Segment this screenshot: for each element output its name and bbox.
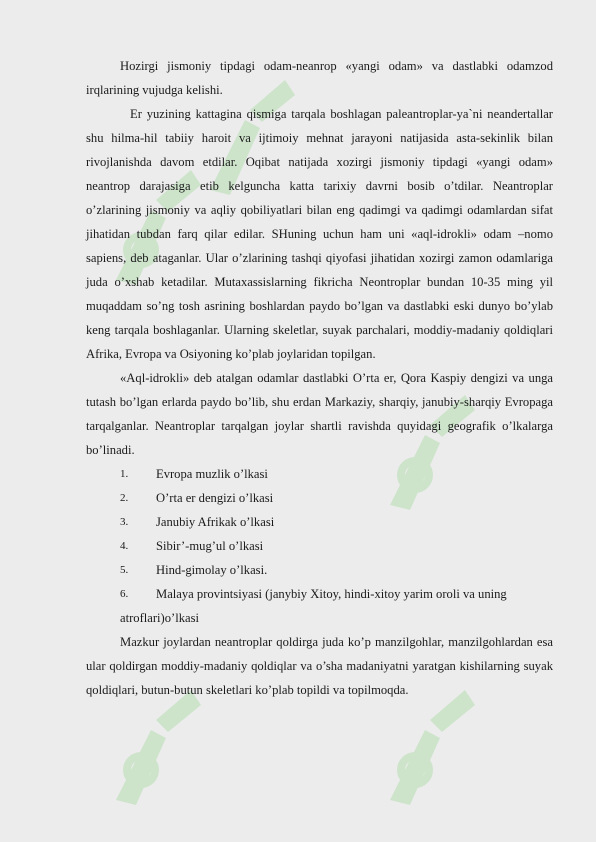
section-heading-paragraph: Hozirgi jismoniy tipdagi odam-neanrop «yangi odam» va dastlabki odamzod irqlarining vujudga kelishi. [86, 59, 553, 97]
body-paragraph: Er yuzining kattagina qismiga tarqala boshlagan paleantroplar-ya`ni neandertallar shu hilma-hil tabiiy haroit va ijtimoiy mehnat jarayoni natijasida asta-sekinlik bilan rivojlanishda davom etdilar. Oqibat natijada xozirgi jismoniy tipdagi «yangi odam» neantrop darajasiga etib kelguncha katta tarixiy davrni bosib o’tdilar. Neantroplar o’zlarining jismoniy va aqliy qobiliyatlari bilan eng qadimgi va qadimgi odamlardan sifat jihatidan tubdan farq qilar edilar. SHuning uchun ham uni «aql-idrokli» odam –nomo sapiens, deb ataganlar. Ular o’zlarining tashqi qiyofasi jihatidan xozirgi zamon odamlariga juda o’xshab ketadilar. Mutaxassislarning fikricha Neontroplar bundan 10-35 ming yil muqaddam so’ng tosh asrining boshlardan paydo bo’lgan va dastlabki eski dunyo bo’ylab keng tarqala boshlaganlar. Ularning skeletlar, suyak parchalari, moddiy-madaniy qoldiqlari Afrika, Evropa va Osiyoning ko’plab joylaridan topilgan. [86, 107, 553, 361]
list-item: 1. Evropa muzlik o’lkasi [120, 467, 268, 481]
list-item: 4. Sibir’-mug’ul o’lkasi [120, 539, 264, 553]
list-item: 6. Malaya provintsiyasi (janybiy Xitoy, hindi-xitoy yarim oroli va uning atroflari)o’lkasi [120, 587, 507, 625]
body-paragraph: «Aql-idrokli» deb atalgan odamlar dastlabki O’rta er, Qora Kaspiy dengizi va unga tutash bo’lgan erlarda paydo bo’lib, shu erdan Markaziy, sharqiy, janubiy-sharqiy Evropaga tarqalganlar. Neantroplar tarqalgan joylar shartli ravishda quyidagi geografik o’lkalarga bo’linadi. [86, 371, 553, 457]
document-page [86, 54, 553, 702]
list-item: 3. Janubiy Afrikak o’lkasi [120, 515, 275, 529]
list-item: 5. Hind-gimolay o’lkasi. [120, 563, 268, 577]
list-item: 2. O’rta er dengizi o’lkasi [120, 491, 274, 505]
region-list [86, 462, 553, 630]
body-paragraph: Mazkur joylardan neantroplar qoldirga juda ko’p manzilgohlar, manzilgohlardan esa ular qoldirgan moddiy-madaniy qoldiqlar va o’sha madaniyatni yaratgan kishilarning suyak qoldiqlari, butun-butun skeletlari ko’plab topildi va topilmoqda. [86, 635, 553, 697]
